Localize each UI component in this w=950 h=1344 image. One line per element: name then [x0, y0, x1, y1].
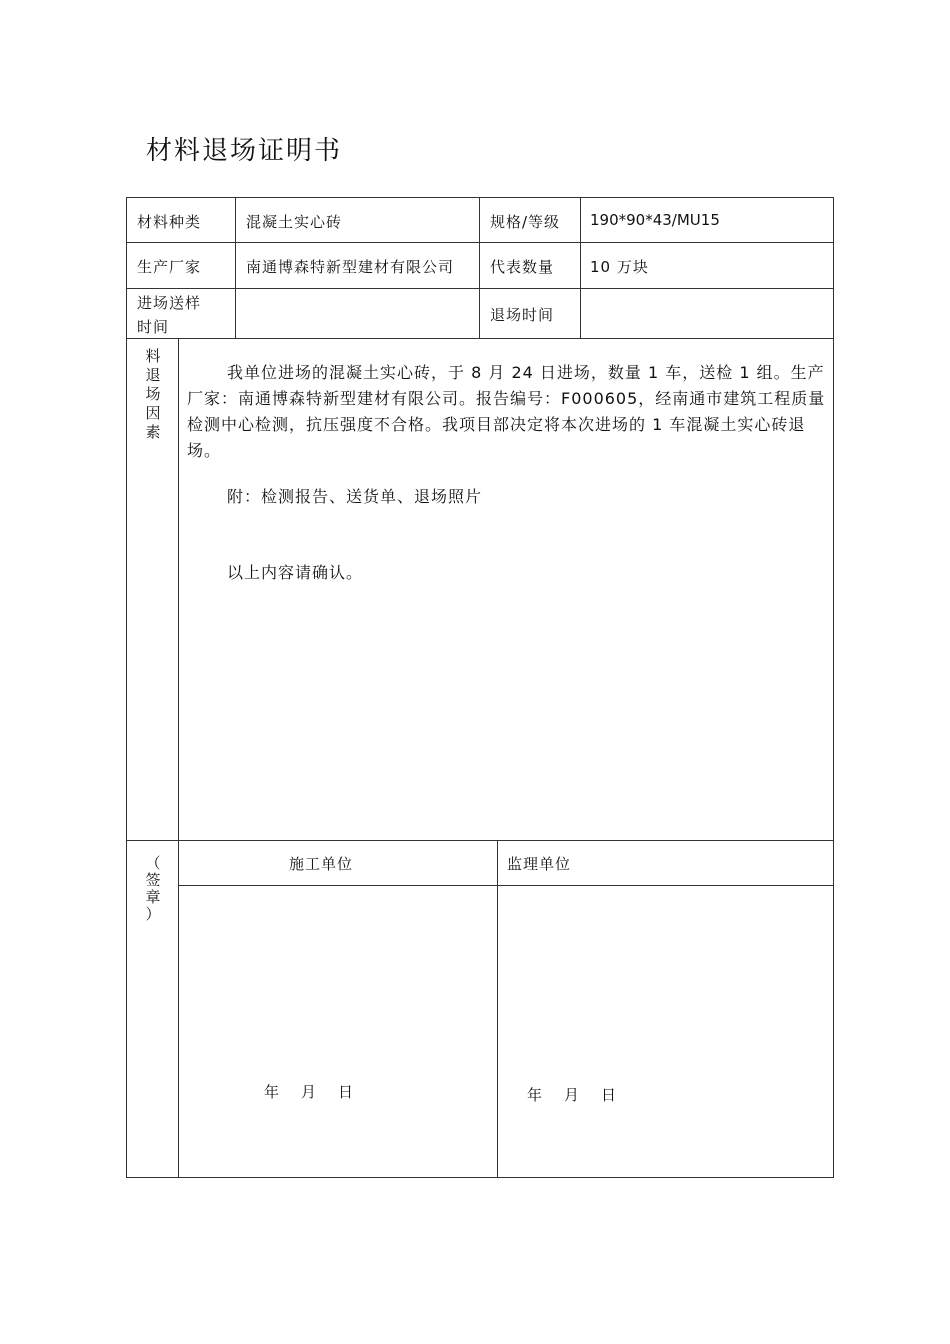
signature-label-char: 签 [145, 871, 161, 889]
row-divider [126, 338, 834, 339]
reason-label [143, 347, 163, 442]
reason-label-char: 素 [145, 423, 161, 441]
column-divider [235, 197, 236, 338]
reason-paragraph: 我单位进场的混凝土实心砖，于 8 月 24 日进场，数量 1 车，送检 1 组。生产厂家：南通博森特新型建材有限公司。报告编号：F000605，经南通市建筑工程质量检测中心检测，抗压强度不合格。我项目部决定将本次进场的 1 车混凝土实心砖退场。 [187, 363, 826, 460]
entry-time-label-line1: 进场送样 [137, 294, 202, 312]
signature-label [143, 855, 163, 923]
reason-label-char: 退 [145, 366, 161, 384]
attachment-note: 附：检测报告、送货单、退场照片 [227, 487, 483, 506]
material-type-value: 混凝土实心砖 [246, 213, 343, 231]
date-day: 日 [338, 1083, 354, 1101]
entry-time-label-line2: 时间 [137, 318, 170, 336]
reason-label-char: 因 [145, 404, 161, 422]
material-type-label: 材料种类 [137, 213, 202, 231]
row-divider [126, 242, 834, 243]
row-divider [126, 288, 834, 289]
row-divider [126, 840, 834, 841]
manufacturer-value: 南通博森特新型建材有限公司 [246, 258, 455, 276]
quantity-value: 10 万块 [590, 258, 649, 276]
confirm-note: 以上内容请确认。 [227, 563, 364, 582]
quantity-label: 代表数量 [490, 258, 555, 276]
construction-unit-header: 施工单位 [289, 855, 354, 873]
supervision-date [527, 1084, 638, 1105]
exit-time-label: 退场时间 [490, 306, 555, 324]
column-divider [497, 840, 498, 1178]
signature-label-char: （ [145, 854, 161, 872]
document-title: 材料退场证明书 [146, 136, 343, 166]
column-divider [479, 197, 480, 338]
spec-label: 规格/等级 [490, 213, 561, 231]
date-day: 日 [601, 1086, 617, 1104]
row-divider [178, 885, 834, 886]
date-month: 月 [564, 1086, 580, 1104]
reason-label-char: 场 [145, 385, 161, 403]
form-table [126, 197, 834, 1178]
spec-value: 190*90*43/MU15 [590, 211, 720, 229]
column-divider [178, 338, 179, 1178]
manufacturer-label: 生产厂家 [137, 258, 202, 276]
date-year: 年 [527, 1086, 543, 1104]
signature-label-char: ） [145, 905, 161, 923]
reason-label-char: 料 [145, 347, 161, 365]
construction-date [264, 1081, 375, 1102]
column-divider [580, 197, 581, 338]
supervision-unit-header: 监理单位 [507, 855, 572, 873]
date-year: 年 [264, 1083, 280, 1101]
signature-label-char: 章 [145, 888, 161, 906]
date-month: 月 [301, 1083, 317, 1101]
